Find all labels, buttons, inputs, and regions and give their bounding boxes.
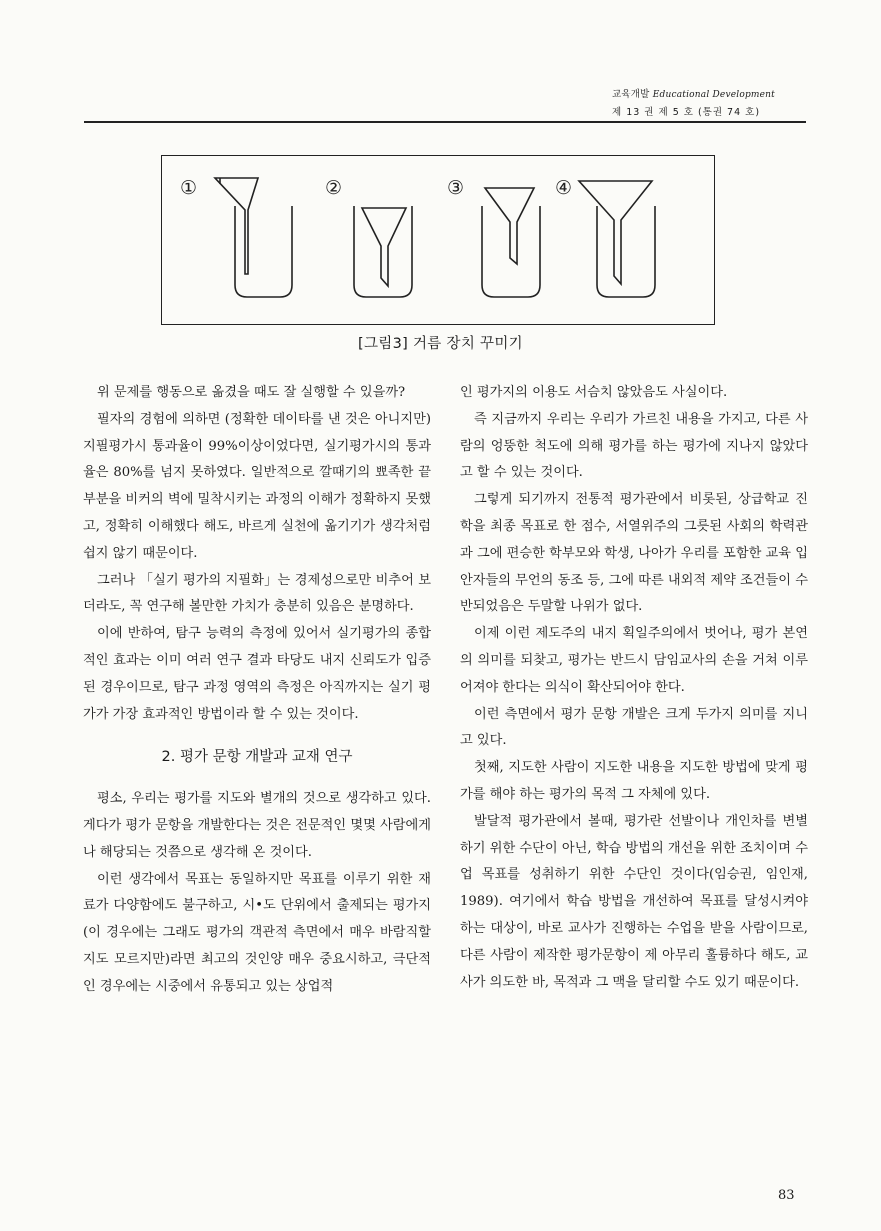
funnel-2 — [362, 208, 406, 286]
funnel-4 — [579, 181, 652, 284]
left-paragraph-1: 위 문제를 행동으로 옮겼을 때도 잘 실행할 수 있을까? — [97, 385, 406, 400]
left-paragraph-5: 평소, 우리는 평가를 지도와 별개의 것으로 생각하고 있다. 게다가 평가 문항을 개발한다는 것은 전문적인 몇몇 사람에게나 해당되는 것쯤으로 생각해 온 것이다. — [83, 791, 431, 860]
figure-caption: [그림3] 거름 장치 꾸미기 — [358, 336, 523, 352]
beaker-4 — [597, 206, 655, 297]
left-column — [83, 380, 431, 1001]
figure-label-3: ③ — [447, 177, 465, 199]
left-paragraph-3: 그러나 「실기 평가의 지필화」는 경제성으로만 비추어 보더라도, 꼭 연구해 볼만한 가치가 충분히 있음은 분명하다. — [83, 572, 431, 615]
right-column — [460, 380, 808, 996]
setup-2 — [354, 206, 412, 297]
figure-label-4: ④ — [555, 177, 573, 199]
right-paragraph-5: 이런 측면에서 평가 문항 개발은 크게 두가지 의미를 지니고 있다. — [460, 706, 808, 749]
beaker-1 — [235, 206, 292, 297]
section-heading: 2. 평가 문항 개발과 교재 연구 — [161, 749, 353, 766]
left-paragraph-6: 이런 생각에서 목표는 동일하지만 목표를 이루기 위한 재료가 다양함에도 불구하고, 시•도 단위에서 출제되는 평가지(이 경우에는 그래도 평가의 객관적 측면에서 매우 바람직할 지도 모르지만)라면 최고의 것인양 매우 중요시하고, 극단적인 경우에는 시중에서 유통되고 있는 상업적 — [83, 871, 431, 994]
beaker-2 — [354, 206, 412, 297]
journal-title-ko: 교육개발 — [612, 89, 650, 100]
journal-header — [612, 86, 802, 118]
journal-title-en: Educational Development — [652, 90, 775, 100]
journal-issue: 제 13 권 제 5 호 (통권 74 호) — [612, 107, 761, 118]
figure-frame — [161, 155, 715, 325]
figure-label-1: ① — [180, 177, 198, 199]
figure-label-2: ② — [325, 177, 343, 199]
setup-3 — [482, 188, 540, 297]
setup-4 — [579, 181, 655, 297]
filter-setup-diagram — [162, 156, 714, 324]
header-rule — [84, 121, 806, 123]
left-paragraph-2: 필자의 경험에 의하면 (정확한 데이타를 낸 것은 아니지만) 지필평가시 통과율이 99%이상이었다면, 실기평가시의 통과율은 80%를 넘지 못하였다. 일반적으로 깔때기의 뾰족한 끝부분을 비커의 벽에 밀착시키는 과정의 이해가 정확하지 못했고, 정확히 이해했다 해도, 바르게 실천에 옮기기가 생각처럼 쉽지 않기 때문이다. — [83, 411, 431, 561]
beaker-3 — [482, 206, 540, 297]
setup-1 — [215, 178, 292, 297]
journal-title — [612, 86, 802, 100]
right-paragraph-6: 첫째, 지도한 사람이 지도한 내용을 지도한 방법에 맞게 평가를 해야 하는 평가의 목적 그 자체에 있다. — [460, 760, 808, 802]
funnel-1 — [215, 178, 258, 274]
right-paragraph-4: 이제 이런 제도주의 내지 획일주의에서 벗어나, 평가 본연의 의미를 되찾고, 평가는 반드시 담임교사의 손을 거쳐 이루어져야 한다는 의식이 확산되어야 한다. — [460, 626, 808, 695]
page-number: 83 — [778, 1188, 795, 1203]
right-paragraph-2: 즉 지금까지 우리는 우리가 가르친 내용을 가지고, 다른 사람의 엉뚱한 척도에 의해 평가를 하는 평가에 지나지 않았다고 할 수 있는 것이다. — [460, 411, 808, 481]
right-paragraph-3: 그렇게 되기까지 전통적 평가관에서 비롯된, 상급학교 진학을 최종 목표로 한 점수, 서열위주의 그릇된 사회의 학력관과 그에 편승한 학부모와 학생, 나아가 우리를 포함한 교육 입안자들의 무언의 동조 등, 그에 따른 내외적 제약 조건들이 수반되었음은 두말할 나위가 없다. — [460, 492, 808, 615]
funnel-3 — [485, 188, 534, 264]
right-paragraph-7: 발달적 평가관에서 볼때, 평가란 선발이나 개인차를 변별하기 위한 수단이 아닌, 학습 방법의 개선을 위한 조치이며 수업 목표를 성취하기 위한 수단인 것이다(임승권, 임인재, 1989). 여기에서 학습 방법을 개선하여 목표를 달성시켜야 하는 대상이, 바로 교사가 진행하는 수업을 받을 사람이므로, 다른 사람이 제작한 평가문항이 제 아무리 훌륭하다 해도, 교사가 의도한 바, 목적과 그 맥을 달리할 수도 있기 때문이다. — [460, 813, 808, 990]
left-paragraph-4: 이에 반하여, 탐구 능력의 측정에 있어서 실기평가의 종합적인 효과는 이미 여러 연구 결과 타당도 내지 신뢰도가 입증된 경우이므로, 탐구 과정 영역의 측정은 아직까지는 실기 평가가 가장 효과적인 방법이라 할 수 있는 것이다. — [83, 626, 431, 722]
right-paragraph-1: 인 평가지의 이용도 서슴치 않았음도 사실이다. — [460, 385, 728, 400]
